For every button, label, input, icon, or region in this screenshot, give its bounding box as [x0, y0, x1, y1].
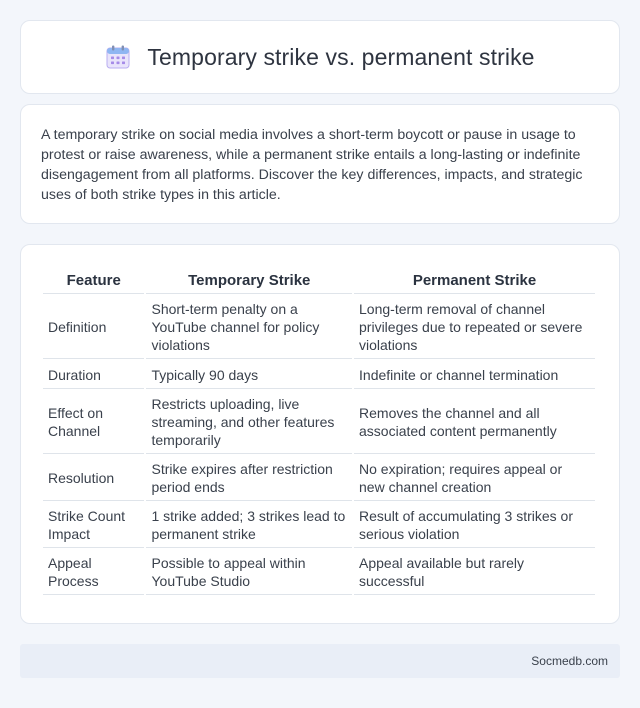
- table-cell-temporary: Restricts uploading, live streaming, and other features temporarily: [146, 391, 352, 454]
- table-cell-temporary: Short-term penalty on a YouTube channel for policy violations: [146, 296, 352, 359]
- table-cell-feature: Duration: [43, 361, 144, 389]
- table-row: [43, 391, 595, 454]
- table-cell-feature: Effect on Channel: [43, 391, 144, 454]
- calendar-icon: [105, 44, 131, 70]
- title-card: [20, 20, 620, 94]
- table-cell-feature: Strike Count Impact: [43, 503, 144, 548]
- table-cell-permanent: Appeal available but rarely successful: [354, 550, 595, 595]
- table-row: [43, 456, 595, 501]
- table-cell-feature: Definition: [43, 296, 144, 359]
- intro-card: [20, 104, 620, 224]
- table-cell-feature: Appeal Process: [43, 550, 144, 595]
- page-title: Temporary strike vs. permanent strike: [147, 43, 535, 70]
- footer-bar: [20, 644, 620, 678]
- table-cell-temporary: Strike expires after restriction period ends: [146, 456, 352, 501]
- comparison-card: [20, 244, 620, 624]
- column-header-feature: Feature: [43, 267, 144, 294]
- table-cell-feature: Resolution: [43, 456, 144, 501]
- column-header-temporary: Temporary Strike: [146, 267, 352, 294]
- table-cell-permanent: No expiration; requires appeal or new channel creation: [354, 456, 595, 501]
- table-cell-temporary: 1 strike added; 3 strikes lead to permanent strike: [146, 503, 352, 548]
- table-cell-temporary: Typically 90 days: [146, 361, 352, 389]
- table-cell-permanent: Long-term removal of channel privileges due to repeated or severe violations: [354, 296, 595, 359]
- table-cell-temporary: Possible to appeal within YouTube Studio: [146, 550, 352, 595]
- table-row: [43, 550, 595, 595]
- table-row: [43, 361, 595, 389]
- comparison-table: [41, 265, 597, 597]
- column-header-permanent: Permanent Strike: [354, 267, 595, 294]
- table-cell-permanent: Removes the channel and all associated content permanently: [354, 391, 595, 454]
- table-header-row: [43, 267, 595, 294]
- table-cell-permanent: Indefinite or channel termination: [354, 361, 595, 389]
- table-row: [43, 503, 595, 548]
- table-row: [43, 296, 595, 359]
- intro-paragraph: A temporary strike on social media involves a short-term boycott or pause in usage to protest or raise awareness, while a permanent strike entails a long-lasting or indefinite disengagement from all platforms. Discover the key differences, impacts, and strategic uses of both strike types in this article.: [41, 127, 583, 203]
- table-cell-permanent: Result of accumulating 3 strikes or serious violation: [354, 503, 595, 548]
- footer-site-name: Socmedb.com: [531, 654, 608, 668]
